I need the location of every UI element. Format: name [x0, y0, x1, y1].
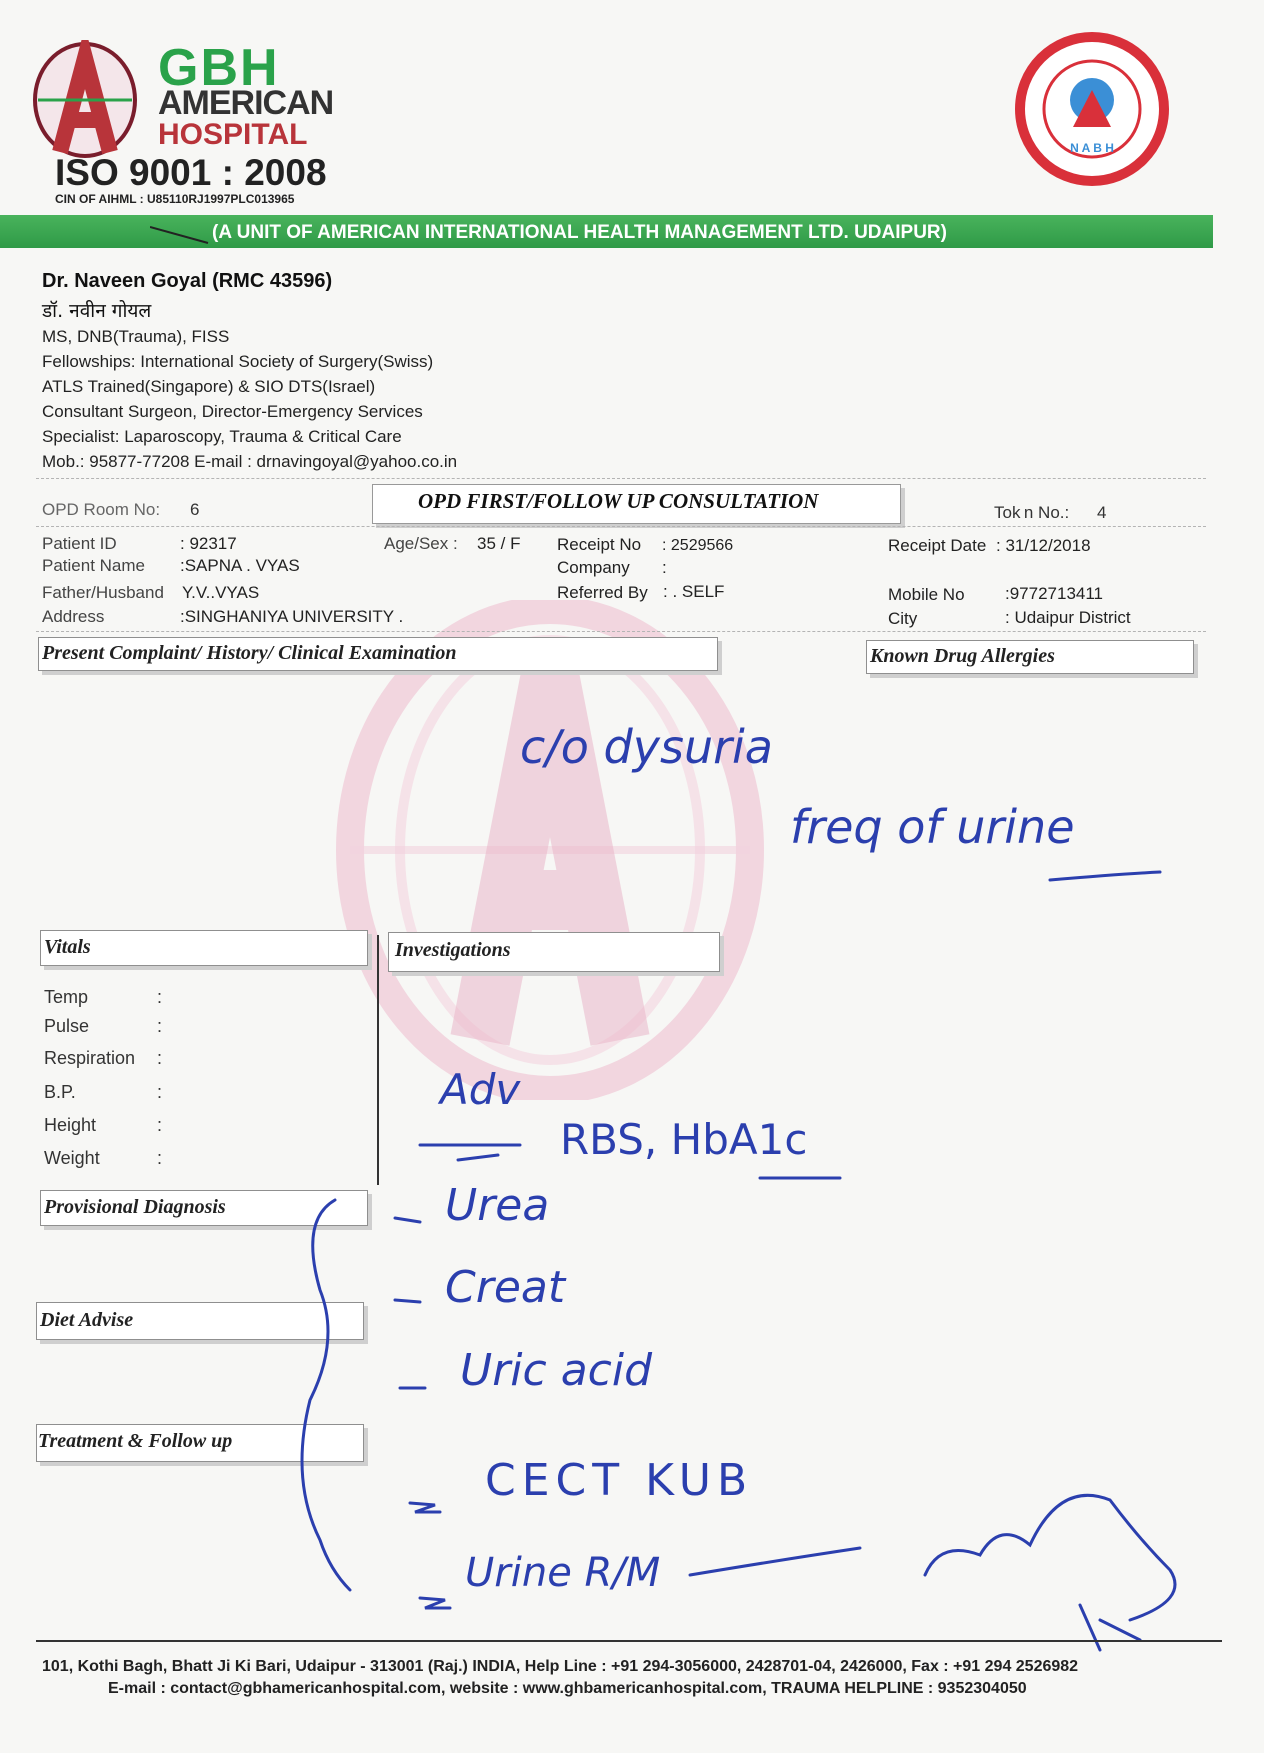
address-label: Address: [42, 607, 105, 626]
vital-height-label: Height: [44, 1115, 97, 1135]
receipt-date-value: : 31/12/2018: [996, 536, 1091, 555]
footer-address: 101, Kothi Bagh, Bhatt Ji Ki Bari, Udaipur - 313001 (Raj.) INDIA, Help Line : +91 294-3056000, 2428701-04, 2426000, Fax : +91 294 2526982: [42, 1658, 1079, 1675]
mobile-label: Mobile No: [888, 585, 965, 604]
receipt-no-value: : 2529566: [662, 537, 734, 554]
doctor-name: Dr. Naveen Goyal (RMC 43596): [42, 270, 333, 292]
doctor-name-hindi: डॉ. नवीन गोयल: [42, 300, 152, 322]
vital-height-colon: :: [157, 1115, 163, 1135]
diet-section-title: Diet Advise: [40, 1309, 134, 1331]
allergies-section-title: Known Drug Allergies: [870, 645, 1055, 667]
opd-room-label: OPD Room No:: [42, 500, 161, 519]
token-label: Tok n No.:: [994, 503, 1070, 522]
company-label: Company: [557, 558, 630, 577]
cin-number: CIN OF AIHML : U85110RJ1997PLC013965: [55, 192, 295, 206]
address-value: :SINGHANIYA UNIVERSITY .: [180, 607, 404, 626]
handwritten-rbs-hba1c: RBS, HbA1c: [560, 1115, 808, 1164]
vital-temp-label: Temp: [44, 987, 89, 1007]
referred-by-value: : . SELF: [663, 582, 725, 601]
unit-banner-text: (A UNIT OF AMERICAN INTERNATIONAL HEALTH MANAGEMENT LTD. UDAIPUR): [212, 222, 947, 243]
father-husband-label: Father/Husband: [42, 583, 164, 602]
city-label: City: [888, 609, 918, 628]
handwritten-urine: Urine R/M: [465, 1550, 661, 1596]
doctor-contact: Mob.: 95877-77208 E-mail : drnavingoyal@yahoo.co.in: [42, 452, 458, 471]
patient-name-value: :SAPNA . VYAS: [180, 556, 300, 575]
receipt-no-label: Receipt No: [557, 535, 642, 554]
vital-weight-label: Weight: [44, 1148, 100, 1168]
vital-respiration-colon: :: [157, 1048, 163, 1068]
handwritten-cect-kub: CECT KUB: [485, 1455, 754, 1506]
opd-room-value: 6: [190, 500, 200, 519]
footer-divider: [36, 1640, 1222, 1642]
vital-pulse-label: Pulse: [44, 1016, 90, 1036]
father-husband-value: Y.V..VYAS: [182, 583, 260, 602]
vital-pulse-colon: :: [157, 1016, 163, 1036]
doctor-fellowship: Fellowships: International Society of Surgery(Swiss): [42, 352, 434, 371]
treatment-section-title: Treatment & Follow up: [38, 1430, 233, 1452]
investigations-section-title: Investigations: [395, 939, 511, 961]
patient-id-label: Patient ID: [42, 534, 117, 553]
consultation-title: OPD FIRST/FOLLOW UP CONSULTATION: [418, 489, 819, 513]
brand-hospital: HOSPITAL: [158, 118, 308, 151]
handwritten-complaint-2: freq of urine: [790, 800, 1075, 854]
handwritten-complaint-1: c/o dysuria: [520, 720, 773, 774]
vital-respiration-label: Respiration: [44, 1048, 136, 1068]
vital-bp-label: B.P.: [44, 1082, 76, 1102]
iso-certification: ISO 9001 : 2008: [55, 152, 327, 193]
city-value: : Udaipur District: [1005, 608, 1131, 627]
doctor-specialty: Specialist: Laparoscopy, Trauma & Critical Care: [42, 427, 402, 446]
doctor-training: ATLS Trained(Singapore) & SIO DTS(Israel): [42, 377, 376, 396]
patient-id-value: : 92317: [180, 534, 237, 553]
doctor-designation: Consultant Surgeon, Director-Emergency Services: [42, 402, 423, 421]
handwritten-urea: Urea: [445, 1180, 550, 1231]
patient-name-label: Patient Name: [42, 556, 145, 575]
handwritten-uric-acid: Uric acid: [460, 1345, 653, 1396]
referred-by-label: Referred By: [557, 583, 648, 602]
vital-bp-colon: :: [157, 1082, 163, 1102]
vitals-section-title: Vitals: [44, 936, 91, 958]
nabh-label: N A B H: [1070, 141, 1114, 155]
age-sex-value: 35 / F: [477, 534, 521, 553]
vital-temp-colon: :: [157, 987, 163, 1007]
handwritten-creat: Creat: [445, 1262, 566, 1313]
token-value: 4: [1097, 503, 1107, 522]
footer-contact: E-mail : contact@gbhamericanhospital.com, website : www.ghbamericanhospital.com, TRAUMA HELPLINE : 9352304050: [108, 1680, 1027, 1697]
handwritten-adv: Adv: [440, 1065, 521, 1114]
age-sex-label: Age/Sex :: [384, 534, 458, 553]
vital-weight-colon: :: [157, 1148, 163, 1168]
doctor-qualification: MS, DNB(Trauma), FISS: [42, 327, 230, 346]
diagnosis-section-title: Provisional Diagnosis: [44, 1196, 226, 1218]
brand-gbh: GBH: [158, 39, 280, 97]
mobile-value: :9772713411: [1005, 584, 1104, 603]
receipt-date-label: Receipt Date: [888, 536, 987, 555]
complaint-section-title: Present Complaint/ History/ Clinical Examination: [42, 642, 457, 664]
brand-american: AMERICAN: [158, 84, 334, 122]
company-value: :: [662, 558, 667, 577]
